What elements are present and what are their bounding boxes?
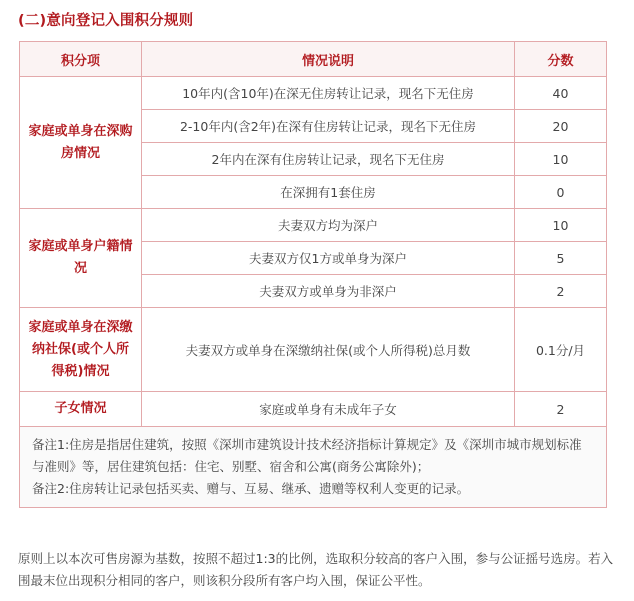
notes-row xyxy=(20,427,607,508)
description-cell: 夫妻双方仅1方或单身为深户 xyxy=(142,242,515,275)
note-1: 备注1:住房是指居住建筑，按照《深圳市建筑设计技术经济指标计算规定》及《深圳市城市规划标准与准则》等，居住建筑包括：住宅、别墅、宿舍和公寓(商务公寓除外)； xyxy=(32,437,582,474)
description-cell: 2年内在深有住房转让记录，现名下无住房 xyxy=(142,143,515,176)
score-cell: 20 xyxy=(515,110,607,143)
description-cell: 夫妻双方均为深户 xyxy=(142,209,515,242)
scoring-rules-table xyxy=(19,41,607,508)
table-row xyxy=(20,77,607,110)
header-item: 积分项 xyxy=(20,42,142,77)
section-heading: (二)意向登记入围积分规则 xyxy=(18,13,194,29)
score-cell: 0.1分/月 xyxy=(515,308,607,392)
header-score: 分数 xyxy=(515,42,607,77)
description-cell: 2-10年内(含2年)在深有住房转让记录，现名下无住房 xyxy=(142,110,515,143)
score-cell: 2 xyxy=(515,392,607,427)
description-cell: 夫妻双方或单身为非深户 xyxy=(142,275,515,308)
category-social-insurance: 家庭或单身在深缴纳社保(或个人所得税)情况 xyxy=(20,308,142,392)
notes-cell xyxy=(20,427,607,508)
description-cell: 夫妻双方或单身在深缴纳社保(或个人所得税)总月数 xyxy=(142,308,515,392)
category-children: 子女情况 xyxy=(20,392,142,427)
category-household-registration: 家庭或单身户籍情况 xyxy=(20,209,142,308)
principle-paragraph: 原则上以本次可售房源为基数，按照不超过1:3的比例，选取积分较高的客户入围，参与公证摇号选房。若入围最末位出现积分相同的客户，则该积分段所有客户均入围，保证公平性。 xyxy=(18,551,614,588)
score-cell: 10 xyxy=(515,209,607,242)
table-row xyxy=(20,209,607,242)
note-2: 备注2:住房转让记录包括买卖、赠与、互易、继承、遗赠等权利人变更的记录。 xyxy=(32,481,470,496)
header-description: 情况说明 xyxy=(142,42,515,77)
category-housing: 家庭或单身在深购房情况 xyxy=(20,77,142,209)
score-cell: 2 xyxy=(515,275,607,308)
score-cell: 40 xyxy=(515,77,607,110)
score-cell: 10 xyxy=(515,143,607,176)
description-cell: 10年内(含10年)在深无住房转让记录，现名下无住房 xyxy=(142,77,515,110)
table-row xyxy=(20,392,607,427)
description-cell: 在深拥有1套住房 xyxy=(142,176,515,209)
table-row xyxy=(20,308,607,392)
score-cell: 0 xyxy=(515,176,607,209)
score-cell: 5 xyxy=(515,242,607,275)
description-cell: 家庭或单身有未成年子女 xyxy=(142,392,515,427)
